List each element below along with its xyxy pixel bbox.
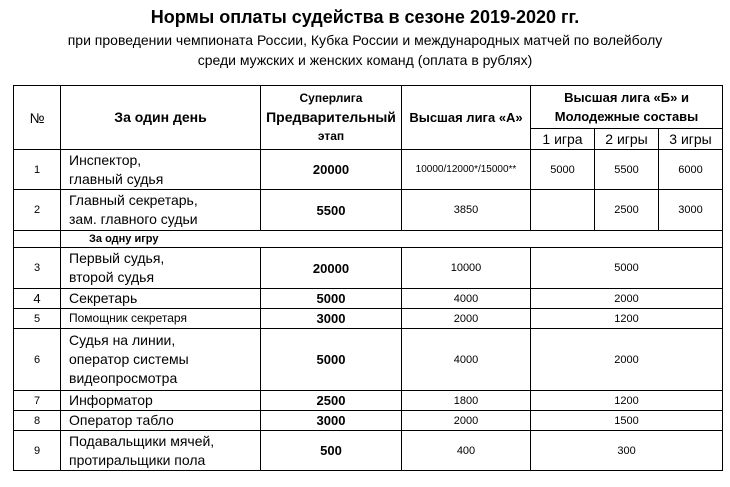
cell-superliga: 3000 (261, 411, 402, 431)
row-name (61, 431, 261, 471)
row-number: 1 (14, 150, 61, 190)
cell-liga-a: 4000 (402, 329, 531, 391)
cell-superliga: 20000 (261, 248, 402, 289)
row-number: 4 (14, 289, 61, 309)
row-number: 3 (14, 248, 61, 289)
header-game-1: 1 игра (531, 129, 595, 150)
cell-game-2: 5500 (595, 150, 659, 190)
row-name-line-2: зам. главного судьи (69, 211, 198, 227)
cell-game-2: 2500 (595, 190, 659, 231)
cell-liga-b: 300 (531, 431, 723, 471)
table-row (14, 150, 723, 190)
cell-superliga: 5000 (261, 329, 402, 391)
row-name-line-1: Главный секретарь, (69, 192, 198, 208)
row-name (61, 150, 261, 190)
cell-game-3: 6000 (659, 150, 723, 190)
row-name (61, 329, 261, 391)
page-title: Нормы оплаты судейства в сезоне 2019-2020 гг. (150, 7, 580, 27)
cell-superliga: 5500 (261, 190, 402, 231)
row-name-line-3: видеопросмотра (69, 370, 178, 386)
cell-liga-a: 2000 (402, 309, 531, 329)
header-liga-b (531, 86, 723, 129)
table-row (14, 248, 723, 289)
cell-game-1 (531, 190, 595, 231)
header-superliga-line-3: этап (317, 129, 345, 143)
payment-table (13, 85, 723, 471)
subtitle-line-2: среди мужских и женских команд (оплата в рублях) (197, 52, 533, 68)
cell-liga-b: 1200 (531, 309, 723, 329)
header-liga-b-line-1: Высшая лига «Б» и (564, 90, 689, 105)
row-name-line-2: оператор системы (69, 351, 189, 367)
table-row (14, 431, 723, 471)
cell-liga-b: 1500 (531, 411, 723, 431)
cell-superliga: 5000 (261, 289, 402, 309)
row-name: Информатор (61, 391, 261, 411)
section-row (14, 231, 723, 248)
cell-liga-b: 1200 (531, 391, 723, 411)
table-row (14, 190, 723, 231)
row-name-line-1: Судья на линии, (69, 332, 176, 348)
row-number: 8 (14, 411, 61, 431)
cell-liga-a: 3850 (402, 190, 531, 231)
table-row (14, 329, 723, 391)
row-name-line-2: второй судья (69, 269, 155, 285)
table-row (14, 309, 723, 329)
row-name-line-2: протиральщики пола (69, 451, 206, 468)
cell-superliga: 3000 (261, 309, 402, 329)
cell-liga-a: 2000 (402, 411, 531, 431)
row-name-line-2: главный судья (69, 170, 164, 187)
cell-liga-a: 10000/12000*/15000** (402, 150, 531, 190)
row-number: 2 (14, 190, 61, 231)
header-game-2: 2 игры (595, 129, 659, 150)
row-number: 9 (14, 431, 61, 471)
cell-superliga: 2500 (261, 391, 402, 411)
row-name-line-1: Инспектор, (69, 151, 142, 168)
cell-superliga: 500 (261, 431, 402, 471)
header-liga-a: Высшая лига «А» (402, 86, 531, 150)
row-name: Секретарь (61, 289, 261, 309)
row-name: Оператор табло (61, 411, 261, 431)
cell-superliga: 20000 (261, 150, 402, 190)
cell-game-3: 3000 (659, 190, 723, 231)
row-name-line-1: Первый судья, (69, 250, 165, 266)
row-number: 7 (14, 391, 61, 411)
cell-liga-a: 400 (402, 431, 531, 471)
cell-liga-a: 1800 (402, 391, 531, 411)
cell-liga-a: 10000 (402, 248, 531, 289)
header-superliga (261, 86, 402, 150)
table-row (14, 391, 723, 411)
table-row (14, 289, 723, 309)
row-number: 5 (14, 309, 61, 329)
section-empty-cell (14, 231, 61, 248)
subtitle-line-1: при проведении чемпионата России, Кубка России и международных матчей по волейболу (67, 32, 663, 48)
cell-liga-a: 4000 (402, 289, 531, 309)
header-game-3: 3 игры (659, 129, 723, 150)
header-per-day: За один день (61, 86, 261, 150)
header-superliga-line-2: Предварительный (266, 109, 396, 125)
row-name-line-1: Подавальщики мячей, (69, 432, 215, 449)
row-number: 6 (14, 329, 61, 391)
cell-liga-b: 2000 (531, 329, 723, 391)
cell-game-1: 5000 (531, 150, 595, 190)
header-liga-b-line-2: Молодежные составы (554, 109, 699, 124)
section-per-game: За одну игру (61, 231, 723, 248)
row-name (61, 190, 261, 231)
header-superliga-line-1: Суперлига (299, 91, 363, 105)
header-no: № (14, 86, 61, 150)
cell-liga-b: 5000 (531, 248, 723, 289)
table-row (14, 411, 723, 431)
row-name: Помощник секретаря (61, 309, 261, 329)
header-row (14, 86, 723, 129)
row-name (61, 248, 261, 289)
cell-liga-b: 2000 (531, 289, 723, 309)
